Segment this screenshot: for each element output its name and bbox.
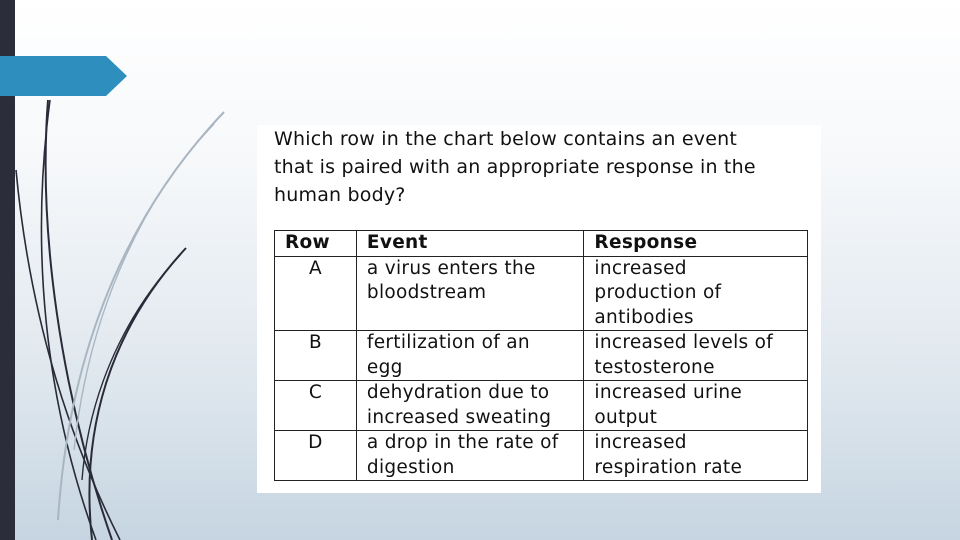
row-letter-cell: C [275, 381, 357, 431]
response-text: increased urine output [594, 382, 743, 428]
swoosh-line [41, 100, 96, 540]
row-letter-cell: B [275, 331, 357, 381]
event-text: fertilization of an egg [366, 332, 530, 378]
response-text: increased respiration rate [594, 432, 743, 478]
table-row [275, 381, 808, 431]
row-letter-cell: D [275, 431, 357, 481]
header-row: Row [275, 231, 357, 257]
question-card [257, 125, 821, 493]
row-letter-cell: A [275, 256, 357, 331]
event-cell [356, 381, 584, 431]
event-cell [356, 431, 584, 481]
question-text: Which row in the chart below contains an event that is paired with an appropriate response in the human body? [274, 128, 756, 206]
response-cell [584, 431, 808, 481]
response-text: increased levels of testosterone [594, 332, 774, 378]
table-row [275, 256, 808, 331]
answer-table [274, 230, 808, 481]
response-cell [584, 256, 808, 331]
response-cell [584, 331, 808, 381]
decorative-swoosh-lines [0, 0, 260, 540]
table-row [275, 331, 808, 381]
table-row [275, 431, 808, 481]
swoosh-line [46, 100, 112, 540]
event-text: dehydration due to increased sweating [366, 382, 552, 428]
header-response: Response [584, 231, 808, 257]
event-text: a virus enters the bloodstream [366, 257, 536, 303]
event-text: a drop in the rate of digestion [366, 432, 559, 478]
swoosh-line [89, 248, 186, 540]
response-cell [584, 381, 808, 431]
swoosh-line [74, 124, 214, 450]
response-text: increased production of antibodies [594, 257, 722, 328]
swoosh-line [58, 112, 224, 520]
header-event: Event [356, 231, 584, 257]
table-header-row [275, 231, 808, 257]
event-cell [356, 256, 584, 331]
event-cell [356, 331, 584, 381]
swoosh-line [16, 170, 120, 540]
swoosh-line [82, 255, 180, 480]
